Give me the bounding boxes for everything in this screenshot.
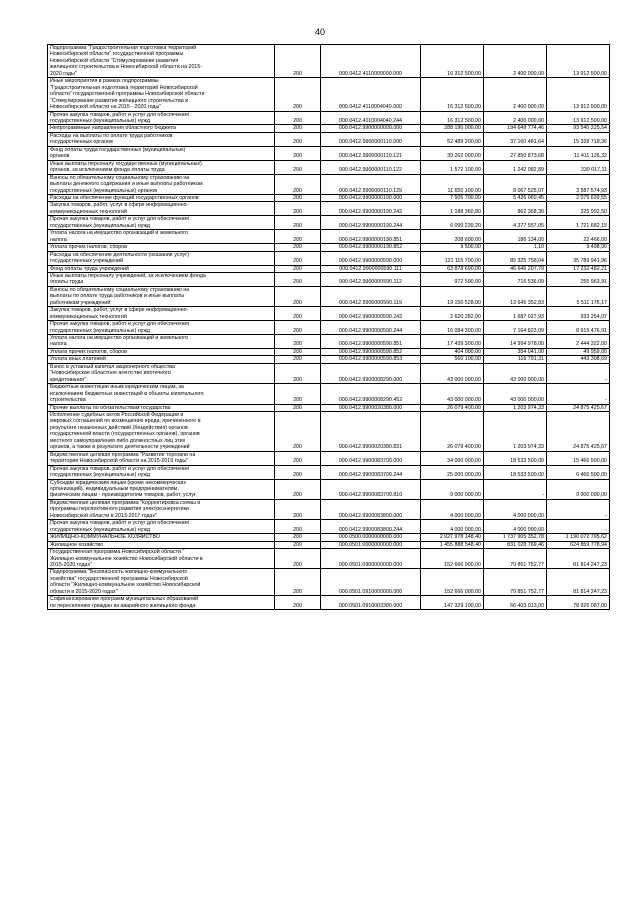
table-row: [48, 549, 610, 569]
row-approved-amount-cell: 6 099 239,20: [421, 216, 484, 230]
row-classification-code-cell: 000.0412.9900000110.000: [321, 132, 421, 146]
table-row: [48, 348, 610, 355]
row-name-cell: Уплата иных платежей: [48, 356, 275, 363]
row-executed-amount-cell: 116 791,31: [484, 356, 547, 363]
row-executed-amount-cell: 1 203 974,33: [484, 412, 547, 452]
table-row: [48, 194, 610, 201]
row-executed-amount-cell: 37 160 481,64: [484, 132, 547, 146]
table-row: [48, 111, 610, 125]
row-executed-amount-cell: 4 000 000,00: [484, 520, 547, 534]
row-admin-code-cell: 200: [275, 132, 321, 146]
row-approved-amount-cell: 52 489 200,00: [421, 132, 484, 146]
row-approved-amount-cell: 972 500,00: [421, 272, 484, 286]
table-row: [48, 363, 610, 383]
table-row: [48, 174, 610, 194]
row-remaining-amount-cell: 78 926 087,00: [547, 596, 610, 610]
row-classification-code-cell: 000.0412.4110004040.000: [321, 78, 421, 111]
table-row: [48, 404, 610, 411]
row-executed-amount-cell: 1,10: [484, 244, 547, 251]
row-admin-code-cell: 200: [275, 451, 321, 465]
row-admin-code-cell: 200: [275, 45, 321, 78]
row-name-cell: Иные выплаты персоналу учреждений, за исключением фонда оплаты труда: [48, 272, 275, 286]
row-admin-code-cell: 200: [275, 541, 321, 548]
row-classification-code-cell: 000.0412.9900000590.119: [321, 286, 421, 306]
row-remaining-amount-cell: 24 875 425,67: [547, 404, 610, 411]
row-name-cell: Закупка товаров, работ, услуг в сфере информационно- коммуникационных технологий: [48, 202, 275, 216]
table-row: [48, 499, 610, 519]
row-name-cell: Взнос в уставный капитал акционерного общества "Новосибирское областное агентство ипотечного кредитования": [48, 363, 275, 383]
row-remaining-amount-cell: 17 232 482,21: [547, 265, 610, 272]
row-remaining-amount-cell: 13 912 500,00: [547, 45, 610, 78]
row-admin-code-cell: 200: [275, 146, 321, 160]
row-executed-amount-cell: 8 067 525,07: [484, 174, 547, 194]
row-executed-amount-cell: 13 645 352,83: [484, 286, 547, 306]
row-name-cell: Уплата прочих налогов, сборов: [48, 244, 275, 251]
table-row: [48, 307, 610, 321]
row-remaining-amount-cell: 9 498,90: [547, 244, 610, 251]
row-admin-code-cell: 200: [275, 404, 321, 411]
budget-execution-table: [47, 44, 610, 610]
row-classification-code-cell: 000.0412.4110004040.244: [321, 111, 421, 125]
row-classification-code-cell: 000.0412.9900008290.452: [321, 384, 421, 404]
row-classification-code-cell: 000.0412.9900000190.851: [321, 230, 421, 244]
row-approved-amount-cell: 147 329 100,00: [421, 596, 484, 610]
row-name-cell: ЖИЛИЩНО-КОММУНАЛЬНОЕ ХОЗЯЙСТВО: [48, 534, 275, 541]
row-admin-code-cell: 200: [275, 534, 321, 541]
row-executed-amount-cell: 18 533 500,00: [484, 465, 547, 479]
table-row: [48, 569, 610, 596]
row-executed-amount-cell: 14 994 978,00: [484, 335, 547, 349]
row-admin-code-cell: 200: [275, 412, 321, 452]
row-admin-code-cell: 200: [275, 251, 321, 265]
row-remaining-amount-cell: 2 079 639,55: [547, 194, 610, 201]
row-name-cell: Прочая закупка товаров, работ и услуг для обеспечения государственных (муниципальных) нужд: [48, 216, 275, 230]
table-row: [48, 465, 610, 479]
row-executed-amount-cell: 18 533 500,00: [484, 451, 547, 465]
row-executed-amount-cell: 4 000 000,00: [484, 499, 547, 519]
row-remaining-amount-cell: 325 992,50: [547, 202, 610, 216]
row-executed-amount-cell: 70 851 752,77: [484, 569, 547, 596]
row-approved-amount-cell: 560 100,00: [421, 356, 484, 363]
row-name-cell: Взносы по обязательному социальному страхованию на выплаты по оплате труда работников и иные выплаты работникам учреждений: [48, 286, 275, 306]
page-number: 40: [314, 27, 325, 37]
row-admin-code-cell: 200: [275, 265, 321, 272]
row-approved-amount-cell: 43 000 000,00: [421, 384, 484, 404]
row-admin-code-cell: 200: [275, 520, 321, 534]
row-admin-code-cell: 200: [275, 78, 321, 111]
row-approved-amount-cell: 34 000 000,00: [421, 451, 484, 465]
row-classification-code-cell: 000.0412.9900000590.852: [321, 348, 421, 355]
row-admin-code-cell: 200: [275, 125, 321, 132]
row-remaining-amount-cell: -: [547, 499, 610, 519]
table-row: [48, 132, 610, 146]
row-executed-amount-cell: 46 646 207,79: [484, 265, 547, 272]
row-approved-amount-cell: 2 620 282,00: [421, 307, 484, 321]
row-name-cell: Подпрограмма "Безопасность жилищно-коммунального хозяйства" государственной программы Новосибирской области "Жилищно-коммунальное хозяйство Новосибирской области в 2015-2020 годах": [48, 569, 275, 596]
row-executed-amount-cell: 2 400 000,00: [484, 78, 547, 111]
row-classification-code-cell: 000.0412.9900000190.244: [321, 216, 421, 230]
row-approved-amount-cell: 7 505 700,00: [421, 194, 484, 201]
row-approved-amount-cell: 208 600,00: [421, 230, 484, 244]
row-executed-amount-cell: 7 164 823,09: [484, 321, 547, 335]
table-row: [48, 412, 610, 452]
row-approved-amount-cell: 152 666 000,00: [421, 549, 484, 569]
row-executed-amount-cell: 716 536,09: [484, 272, 547, 286]
row-name-cell: Иные мероприятия в рамках подпрограммы "Градостроительная подготовка территорий Новосибирской области" государственной программы Новосибирской области "Стимулирование развития жилищного строительства в Новосибирской области на 2015 - 2020 годы": [48, 78, 275, 111]
row-approved-amount-cell: 121 115 700,00: [421, 251, 484, 265]
row-name-cell: Государственная программа Новосибирской области " Жилищно-коммунальное хозяйство Новосибирской области в 2015-2020 годах": [48, 549, 275, 569]
row-approved-amount-cell: 404 000,00: [421, 348, 484, 355]
row-admin-code-cell: 200: [275, 160, 321, 174]
row-name-cell: Уплата налога на имущество организаций и земельного налога: [48, 230, 275, 244]
row-executed-amount-cell: 4 377 557,05: [484, 216, 547, 230]
row-approved-amount-cell: 17 439 300,00: [421, 335, 484, 349]
row-name-cell: Прочая закупка товаров, работ и услуг для обеспечения государственных (муниципальных) нужд: [48, 111, 275, 125]
row-approved-amount-cell: 1 572 100,00: [421, 160, 484, 174]
row-admin-code-cell: 200: [275, 307, 321, 321]
row-approved-amount-cell: 1 455 888 548,40: [421, 541, 484, 548]
row-executed-amount-cell: 354 041,00: [484, 348, 547, 355]
row-remaining-amount-cell: 15 466 500,00: [547, 451, 610, 465]
table-row: [48, 534, 610, 541]
row-classification-code-cell: 000.0412.9900008290.000: [321, 363, 421, 383]
row-executed-amount-cell: 186 134,00: [484, 230, 547, 244]
table-row: [48, 230, 610, 244]
row-name-cell: Уплата прочих налогов, сборов: [48, 348, 275, 355]
row-admin-code-cell: 200: [275, 499, 321, 519]
row-classification-code-cell: 000.0412.9900000590.244: [321, 321, 421, 335]
row-remaining-amount-cell: 22 466,00: [547, 230, 610, 244]
row-approved-amount-cell: 16 312 500,00: [421, 45, 484, 78]
row-remaining-amount-cell: 255 963,91: [547, 272, 610, 286]
table-row: [48, 202, 610, 216]
row-remaining-amount-cell: 6 466 500,00: [547, 465, 610, 479]
table-row: [48, 356, 610, 363]
row-classification-code-cell: 000.0412.9900083700.810: [321, 479, 421, 499]
row-approved-amount-cell: 16 312 500,00: [421, 111, 484, 125]
table-row: [48, 216, 610, 230]
table-row: [48, 45, 610, 78]
row-admin-code-cell: 200: [275, 174, 321, 194]
row-classification-code-cell: 000.0412.9900020380.831: [321, 412, 421, 452]
table-row: [48, 335, 610, 349]
row-executed-amount-cell: 1 203 974,33: [484, 404, 547, 411]
row-name-cell: Иные выплаты персоналу государственных (муниципальных) органов, за исключением фонда оплаты труда: [48, 160, 275, 174]
table-row: [48, 272, 610, 286]
row-remaining-amount-cell: 1 190 072 795,62: [547, 534, 610, 541]
row-classification-code-cell: 000.0412.9900000110.121: [321, 146, 421, 160]
row-executed-amount-cell: 1 737 905 352,78: [484, 534, 547, 541]
table-row: [48, 78, 610, 111]
row-name-cell: Фонд оплаты труда учреждений: [48, 265, 275, 272]
row-approved-amount-cell: 16 084 300,00: [421, 321, 484, 335]
row-admin-code-cell: 200: [275, 363, 321, 383]
row-classification-code-cell: 000.0501.0910003380.000: [321, 596, 421, 610]
row-approved-amount-cell: 9 500,00: [421, 244, 484, 251]
row-remaining-amount-cell: 1 721 682,15: [547, 216, 610, 230]
row-remaining-amount-cell: 81 814 247,23: [547, 549, 610, 569]
row-remaining-amount-cell: 35 789 941,96: [547, 251, 610, 265]
row-classification-code-cell: 000.0412.9900000590.111: [321, 265, 421, 272]
row-remaining-amount-cell: 81 814 247,23: [547, 569, 610, 596]
row-name-cell: Прочая закупка товаров, работ и услуг для обеспечения государственных (муниципальных) нужд: [48, 465, 275, 479]
row-name-cell: Исполнение судебных актов Российской Федерации и мировых соглашений по возмещению вреда, причиненного в результате незаконных действий (бездействия) органов государственной власти (государственных органов), органов местного самоуправления либо должностных лиц этих органов, а также в результате деятельности учреждений: [48, 412, 275, 452]
table-row: [48, 125, 610, 132]
row-approved-amount-cell: 43 000 000,00: [421, 363, 484, 383]
row-approved-amount-cell: 9 000 000,00: [421, 479, 484, 499]
table-row: [48, 520, 610, 534]
table-row: [48, 244, 610, 251]
row-classification-code-cell: 000.0412.9900000190.242: [321, 202, 421, 216]
table-row: [48, 321, 610, 335]
row-classification-code-cell: 000.0412.9900000590.000: [321, 251, 421, 265]
table-row: [48, 265, 610, 272]
row-remaining-amount-cell: 5 511 175,17: [547, 286, 610, 306]
row-approved-amount-cell: 26 079 400,00: [421, 412, 484, 452]
row-remaining-amount-cell: 443 308,69: [547, 356, 610, 363]
row-classification-code-cell: 000.0501.0910000000.000: [321, 569, 421, 596]
row-classification-code-cell: 000.0501.0000000000.000: [321, 541, 421, 548]
row-approved-amount-cell: 16 312 500,00: [421, 78, 484, 111]
row-name-cell: Непрограммные направления областного бюджета: [48, 125, 275, 132]
row-admin-code-cell: 200: [275, 111, 321, 125]
row-remaining-amount-cell: 13 912 500,00: [547, 111, 610, 125]
table-row: [48, 146, 610, 160]
row-admin-code-cell: 200: [275, 479, 321, 499]
row-classification-code-cell: 000.0412.4110000000.000: [321, 45, 421, 78]
row-approved-amount-cell: 1 188 360,80: [421, 202, 484, 216]
row-name-cell: Расходы на выплаты по оплате труда работников государственных органов: [48, 132, 275, 146]
row-admin-code-cell: 200: [275, 194, 321, 201]
row-executed-amount-cell: 194 649 774,46: [484, 125, 547, 132]
row-executed-amount-cell: 2 400 000,00: [484, 111, 547, 125]
row-remaining-amount-cell: 13 912 500,00: [547, 78, 610, 111]
row-classification-code-cell: 000.0412.9900000590.242: [321, 307, 421, 321]
row-classification-code-cell: 000.0412.9900000110.129: [321, 174, 421, 194]
row-admin-code-cell: 200: [275, 569, 321, 596]
row-admin-code-cell: 200: [275, 465, 321, 479]
row-admin-code-cell: 200: [275, 335, 321, 349]
row-executed-amount-cell: -: [484, 479, 547, 499]
row-approved-amount-cell: 25 000 000,00: [421, 465, 484, 479]
row-admin-code-cell: 200: [275, 230, 321, 244]
row-remaining-amount-cell: 11 411 126,32: [547, 146, 610, 160]
row-remaining-amount-cell: 8 919 476,91: [547, 321, 610, 335]
row-executed-amount-cell: 43 000 000,00: [484, 384, 547, 404]
row-remaining-amount-cell: 9 000 000,00: [547, 479, 610, 499]
row-name-cell: Фонд оплаты труда государственных (муниципальных) органов: [48, 146, 275, 160]
row-classification-code-cell: 000.0412.9900083800.000: [321, 499, 421, 519]
row-classification-code-cell: 000.0412.9900083800.244: [321, 520, 421, 534]
row-executed-amount-cell: 862 368,30: [484, 202, 547, 216]
row-admin-code-cell: 200: [275, 549, 321, 569]
row-name-cell: Расходы на обеспечение деятельности (оказание услуг) государственных учреждений: [48, 251, 275, 265]
row-executed-amount-cell: 2 400 000,00: [484, 45, 547, 78]
table-row: [48, 596, 610, 610]
row-executed-amount-cell: 5 426 060,45: [484, 194, 547, 201]
row-remaining-amount-cell: -: [547, 384, 610, 404]
row-name-cell: Прочие выплаты по обязательствам государства: [48, 404, 275, 411]
row-classification-code-cell: 000.0412.9900000190.000: [321, 194, 421, 201]
row-approved-amount-cell: 63 878 690,00: [421, 265, 484, 272]
row-remaining-amount-cell: 933 254,07: [547, 307, 610, 321]
row-executed-amount-cell: 85 325 758,04: [484, 251, 547, 265]
row-name-cell: Прочая закупка товаров, работ и услуг для обеспечения государственных (муниципальных) нужд: [48, 520, 275, 534]
row-classification-code-cell: 000.0500.0000000000.000: [321, 534, 421, 541]
row-approved-amount-cell: 152 666 000,00: [421, 569, 484, 596]
row-remaining-amount-cell: 330 017,11: [547, 160, 610, 174]
row-name-cell: Ведомственная целевая программа "Корректировка схемы и программы перспективного развития электроэнергетики Новосибирской области в 2013-2017 годах": [48, 499, 275, 519]
row-name-cell: Бюджетные инвестиции иным юридическим лицам, за исключением бюджетных инвестиций в объекты капитального строительства: [48, 384, 275, 404]
row-classification-code-cell: 000.0501.0900000000.000: [321, 549, 421, 569]
row-remaining-amount-cell: 3 587 574,93: [547, 174, 610, 194]
row-admin-code-cell: 200: [275, 596, 321, 610]
row-executed-amount-cell: 43 000 000,00: [484, 363, 547, 383]
row-classification-code-cell: 000.0412.9900000190.852: [321, 244, 421, 251]
row-executed-amount-cell: 831 028 769,46: [484, 541, 547, 548]
row-approved-amount-cell: 11 655 100,00: [421, 174, 484, 194]
row-remaining-amount-cell: 93 540 225,54: [547, 125, 610, 132]
table-row: [48, 451, 610, 465]
row-classification-code-cell: 000.0412.9900000590.851: [321, 335, 421, 349]
row-remaining-amount-cell: 624 859 778,94: [547, 541, 610, 548]
row-name-cell: Закупка товаров, работ, услуг в сфере информационно- коммуникационных технологий: [48, 307, 275, 321]
table-row: [48, 286, 610, 306]
row-approved-amount-cell: 2 927 978 148,40: [421, 534, 484, 541]
row-admin-code-cell: 200: [275, 202, 321, 216]
table-body: [48, 45, 610, 610]
row-approved-amount-cell: 4 000 000,00: [421, 499, 484, 519]
table-row: [48, 384, 610, 404]
row-classification-code-cell: 000.0412.9900000000.000: [321, 125, 421, 132]
row-executed-amount-cell: 1 687 027,93: [484, 307, 547, 321]
row-classification-code-cell: 000.0412.9900000590.112: [321, 272, 421, 286]
row-classification-code-cell: 000.0412.9900083700.000: [321, 451, 421, 465]
row-name-cell: Жилищное хозяйство: [48, 541, 275, 548]
row-executed-amount-cell: 66 403 013,00: [484, 596, 547, 610]
row-remaining-amount-cell: -: [547, 520, 610, 534]
row-classification-code-cell: 000.0412.9900000590.853: [321, 356, 421, 363]
row-remaining-amount-cell: 2 444 322,00: [547, 335, 610, 349]
row-classification-code-cell: 000.0412.9900000110.122: [321, 160, 421, 174]
row-classification-code-cell: 000.0412.9900083700.244: [321, 465, 421, 479]
row-name-cell: Ведомственная целевая программа "Развитие торговли на территории Новосибирской области на 2015-2019 годы": [48, 451, 275, 465]
row-name-cell: Уплата налога на имущество организаций и земельного налога: [48, 335, 275, 349]
row-name-cell: Подпрограмма "Градостроительная подготовка территорий Новосибирской области" государственной программы Новосибирской области "Стимулирование развития жилищного строительства в Новосибирской области на 2015- 2020 годы": [48, 45, 275, 78]
row-classification-code-cell: 000.0412.9900020380.000: [321, 404, 421, 411]
row-approved-amount-cell: 4 000 000,00: [421, 520, 484, 534]
row-executed-amount-cell: 70 851 752,77: [484, 549, 547, 569]
row-admin-code-cell: 200: [275, 321, 321, 335]
row-approved-amount-cell: 19 156 528,00: [421, 286, 484, 306]
row-remaining-amount-cell: 15 328 718,36: [547, 132, 610, 146]
row-remaining-amount-cell: 49 959,00: [547, 348, 610, 355]
table-row: [48, 541, 610, 548]
row-remaining-amount-cell: -: [547, 363, 610, 383]
row-remaining-amount-cell: 24 875 425,67: [547, 412, 610, 452]
row-admin-code-cell: 200: [275, 348, 321, 355]
row-admin-code-cell: 200: [275, 286, 321, 306]
table-row: [48, 160, 610, 174]
table-row: [48, 479, 610, 499]
row-executed-amount-cell: 1 242 082,89: [484, 160, 547, 174]
row-name-cell: Софинансирование программ муниципальных образований по переселению граждан из аварийного жилищного фонда: [48, 596, 275, 610]
row-approved-amount-cell: 26 079 400,00: [421, 404, 484, 411]
row-name-cell: Прочая закупка товаров, работ и услуг для обеспечения государственных (муниципальных) нужд: [48, 321, 275, 335]
row-executed-amount-cell: 27 850 873,68: [484, 146, 547, 160]
row-admin-code-cell: 200: [275, 244, 321, 251]
row-approved-amount-cell: 39 262 000,00: [421, 146, 484, 160]
table-row: [48, 251, 610, 265]
row-admin-code-cell: 200: [275, 384, 321, 404]
row-name-cell: Расходы на обеспечение функций государственных органов: [48, 194, 275, 201]
row-admin-code-cell: 200: [275, 216, 321, 230]
row-name-cell: Субсидии юридическим лицам (кроме некоммерческих организаций), индивидуальным предпринимателям, физическим лицам - производителям товаров, работ, услуг: [48, 479, 275, 499]
row-admin-code-cell: 200: [275, 356, 321, 363]
row-admin-code-cell: 200: [275, 272, 321, 286]
row-name-cell: Взносы по обязательному социальному страхованию на выплаты денежного содержания и иные выплаты работникам государственных (муниципальных) органов: [48, 174, 275, 194]
row-approved-amount-cell: 288 190 000,00: [421, 125, 484, 132]
